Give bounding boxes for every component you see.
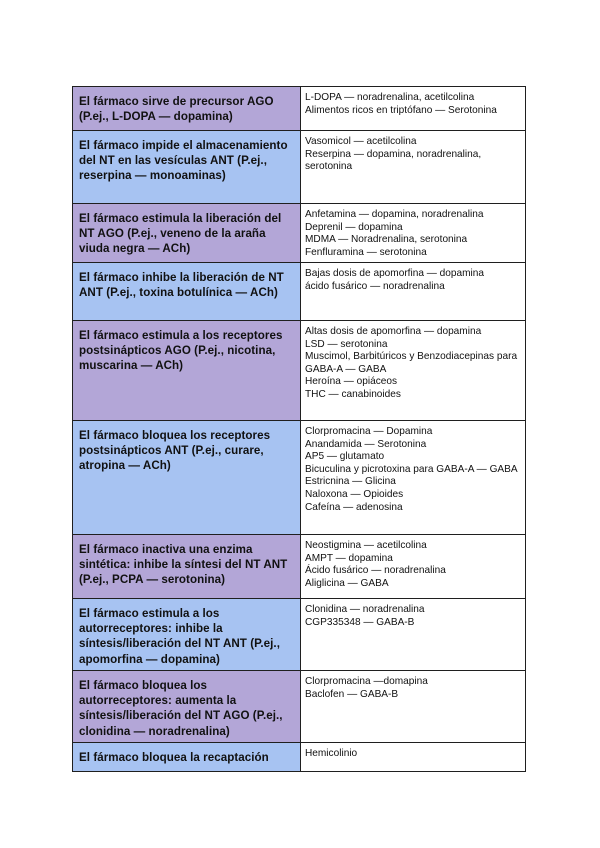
- mechanism-cell: [73, 321, 301, 421]
- example-line: Bajas dosis de apomorfina — dopamina: [305, 268, 484, 279]
- mechanism-cell: [73, 743, 301, 772]
- example-line: MDMA — Noradrenalina, serotonina: [305, 234, 468, 246]
- example-line: Neostigmina — acetilcolina: [305, 540, 427, 551]
- mechanism-text: El fármaco sirve de precursor AGO (P.ej., L-DOPA — dopamina): [79, 95, 274, 124]
- mechanism-text: El fármaco bloquea los autorreceptores: aumenta la síntesis/liberación del NT AGO (P.ej., clonidina — noradrenalina): [79, 679, 283, 738]
- table-row: [73, 87, 526, 131]
- drug-effects-table: [72, 86, 526, 772]
- examples-cell: [301, 671, 526, 743]
- example-line: Cafeína — adenosina: [305, 501, 403, 513]
- examples-cell: [301, 743, 526, 772]
- mechanism-text: El fármaco inhibe la liberación de NT ANT (P.ej., toxina botulínica — ACh): [79, 271, 284, 300]
- mechanism-text: El fármaco bloquea los receptores postsinápticos ANT (P.ej., curare, atropina — ACh): [79, 429, 271, 473]
- table-row: [73, 599, 526, 671]
- table-row: [73, 535, 526, 599]
- example-line: Deprenil — dopamina: [305, 221, 403, 233]
- table-row: [73, 321, 526, 421]
- example-line: Fenfluramina — serotonina: [305, 246, 427, 258]
- table-body: [73, 87, 526, 772]
- table-row: [73, 421, 526, 535]
- example-line: Clorpromacina — Dopamina: [305, 426, 433, 437]
- mechanism-cell: [73, 131, 301, 204]
- table-row: [73, 204, 526, 263]
- example-line: Clonidina — noradrenalina: [305, 604, 425, 615]
- example-line: THC — canabinoides: [305, 388, 401, 400]
- examples-cell: [301, 321, 526, 421]
- mechanism-text: El fármaco estimula a los receptores postsinápticos AGO (P.ej., nicotina, muscarina — ACh): [79, 329, 283, 373]
- example-line: L-DOPA — noradrenalina, acetilcolina: [305, 92, 475, 103]
- examples-cell: [301, 204, 526, 263]
- example-line: Ácido fusárico — noradrenalina: [305, 565, 446, 577]
- example-line: Reserpina — dopamina, noradrenalina, serotonina: [305, 148, 482, 173]
- mechanism-cell: [73, 421, 301, 535]
- example-line: CGP335348 — GABA-B: [305, 616, 415, 628]
- example-line: Vasomicol — acetilcolina: [305, 136, 417, 147]
- examples-cell: [301, 87, 526, 131]
- mechanism-text: El fármaco estimula a los autorreceptores: inhibe la síntesis/liberación del NT ANT (P.ej., apomorfina — dopamina): [79, 607, 280, 666]
- mechanism-text: El fármaco estimula la liberación del NT AGO (P.ej., veneno de la araña viuda negra — ACh): [79, 212, 282, 256]
- example-line: ácido fusárico — noradrenalina: [305, 280, 445, 292]
- mechanism-cell: [73, 535, 301, 599]
- mechanism-text: El fármaco inactiva una enzima sintética: inhibe la síntesi del NT ANT (P.ej., PCPA — serotonina): [79, 543, 288, 587]
- example-line: Aliglicina — GABA: [305, 577, 389, 589]
- example-line: Naloxona — Opioides: [305, 488, 404, 500]
- example-line: Clorpromacina —domapina: [305, 676, 428, 687]
- examples-cell: [301, 535, 526, 599]
- example-line: Muscimol, Barbitúricos y Benzodiacepinas para GABA-A — GABA: [305, 351, 518, 375]
- example-line: Anfetamina — dopamina, noradrenalina: [305, 209, 484, 220]
- examples-cell: [301, 599, 526, 671]
- example-line: Anandamida — Serotonina: [305, 438, 427, 450]
- example-line: Hemicolinio: [305, 748, 358, 759]
- example-line: LSD — serotonina: [305, 338, 388, 350]
- mechanism-cell: [73, 671, 301, 743]
- example-line: Heroína — opiáceos: [305, 376, 398, 388]
- table-row: [73, 263, 526, 321]
- examples-cell: [301, 263, 526, 321]
- mechanism-cell: [73, 87, 301, 131]
- table-row: [73, 131, 526, 204]
- mechanism-cell: [73, 204, 301, 263]
- examples-cell: [301, 421, 526, 535]
- example-line: Altas dosis de apomorfina — dopamina: [305, 326, 482, 337]
- mechanism-text: El fármaco bloquea la recaptación: [79, 751, 269, 764]
- mechanism-cell: [73, 263, 301, 321]
- table-row: [73, 743, 526, 772]
- example-line: AP5 — glutamato: [305, 451, 385, 463]
- examples-cell: [301, 131, 526, 204]
- example-line: Estricnina — Glicina: [305, 476, 396, 488]
- mechanism-text: El fármaco impide el almacenamiento del NT en las vesículas ANT (P.ej., reserpina — monoaminas): [79, 139, 288, 183]
- example-line: Bicuculina y picrotoxina para GABA-A — GABA: [305, 463, 518, 475]
- table-row: [73, 671, 526, 743]
- example-line: Baclofen — GABA-B: [305, 688, 399, 700]
- mechanism-cell: [73, 599, 301, 671]
- example-line: AMPT — dopamina: [305, 552, 393, 564]
- example-line: Alimentos ricos en triptófano — Serotonina: [305, 104, 497, 116]
